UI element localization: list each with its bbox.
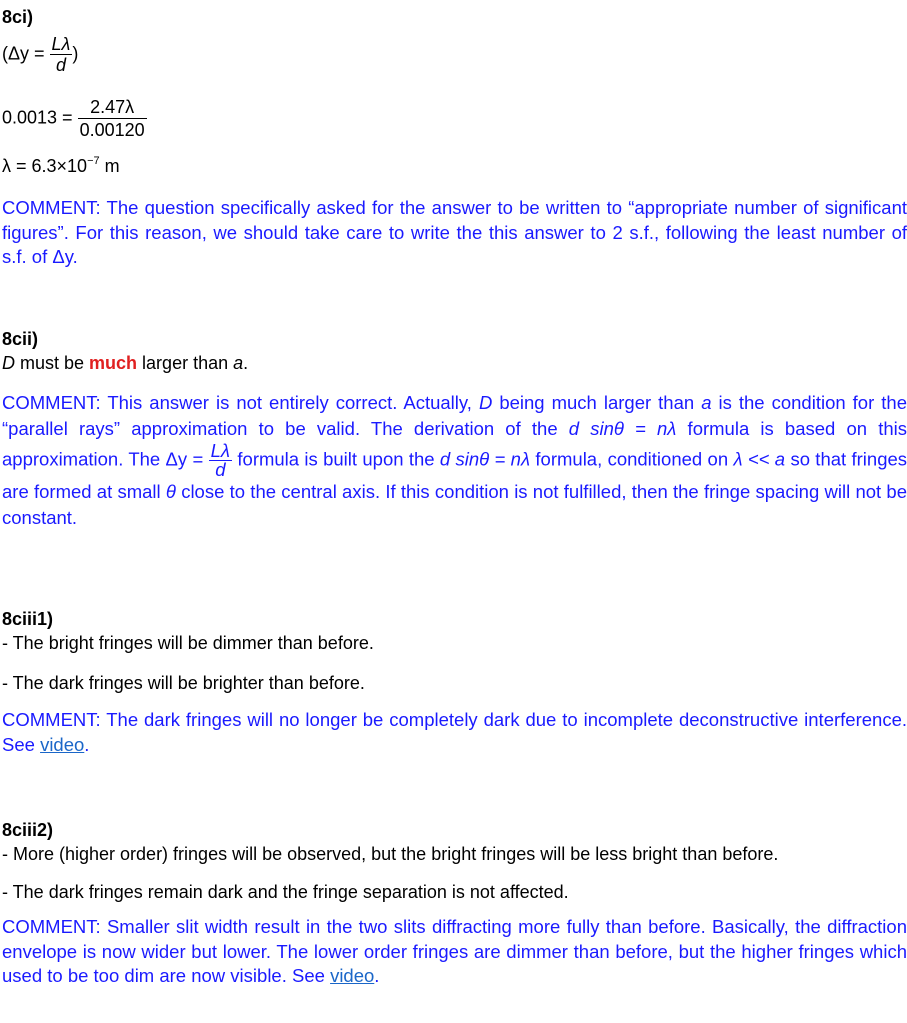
section-8cii: [2, 328, 907, 531]
eq2-left: 0.0013 =: [2, 107, 73, 128]
c-p4: formula is based on this approximation. The: [2, 418, 907, 470]
c-p6: formula, conditioned on: [530, 448, 734, 470]
c-frac-left: Δy =: [165, 448, 204, 470]
equation-result: [2, 156, 120, 177]
answer-text-1: must be: [15, 353, 90, 373]
video-link-8ciii2[interactable]: video: [330, 965, 375, 986]
eq1-numerator: Lλ: [51, 34, 71, 54]
c-frac-numerator: Lλ: [210, 440, 231, 461]
comment-8ciii1: [2, 708, 907, 757]
eq1-fraction: [50, 34, 73, 75]
equation-substitution: [2, 96, 147, 141]
answer-8ciii1-line-1: - The bright fringes will be dimmer than before.: [2, 633, 374, 653]
video-link-8ciii1[interactable]: video: [40, 733, 85, 755]
equation-delta-y: [2, 34, 78, 75]
section-8ciii1: [2, 608, 907, 757]
c-theta: θ: [165, 481, 176, 502]
eq1-denominator: d: [50, 54, 73, 75]
answer-8ciii1-line-2: - The dark fringes will be brighter than before.: [2, 673, 365, 693]
eq3-exponent: −7: [87, 155, 100, 167]
answer-text-2: larger than: [137, 353, 234, 373]
c-condition: λ << a: [733, 448, 786, 470]
answer-8ciii2-line-1: - More (higher order) fringes will be observed, but the bright fringes will be less bright than before.: [2, 844, 779, 864]
c-p5: formula is built upon the: [237, 448, 440, 470]
eq3-lambda: λ: [2, 156, 11, 176]
c-p3: is the condition for the “parallel rays” approximation to be valid. The derivation of the: [2, 392, 907, 439]
answer-a: a: [233, 353, 244, 373]
section-title-8cii: 8cii): [2, 329, 39, 349]
c-p1: COMMENT: This answer is not entirely correct. Actually,: [2, 392, 479, 413]
section-title-8ciii1: 8ciii1): [2, 609, 54, 629]
c-frac-denominator: d: [209, 460, 232, 479]
eq1-right: ): [72, 43, 79, 64]
eq3-value: = 6.3×10: [11, 156, 88, 176]
eq2-denominator: 0.00120: [79, 120, 145, 140]
comment-8ciii1-text: COMMENT: The dark fringes will no longer be completely dark due to incomplete deconstructive interference. See: [2, 709, 907, 755]
c-D: D: [478, 392, 493, 413]
comment-8ciii2-end: .: [374, 965, 380, 986]
section-title-8ci: 8ci): [2, 7, 34, 27]
c-a: a: [701, 392, 712, 413]
section-8ciii2: [2, 819, 907, 989]
answer-8cii: [2, 350, 907, 376]
c-formula-2: d sinθ = nλ: [439, 448, 531, 470]
answer-D: D: [2, 353, 15, 373]
comment-8ciii1-end: .: [84, 733, 90, 755]
c-p7: so that fringes are formed at small: [2, 448, 907, 502]
eq2-numerator: 2.47λ: [90, 97, 135, 117]
answer-end: .: [243, 353, 249, 373]
c-p8: close to the central axis. If this condition is not fulfilled, then the fringe spacing will not be constant.: [2, 481, 907, 528]
eq1-left: (Δy =: [2, 43, 45, 64]
comment-8ci: [2, 196, 907, 270]
eq3-unit: m: [99, 156, 120, 176]
section-title-8ciii2: 8ciii2): [2, 820, 54, 840]
c-fraction: [209, 442, 232, 479]
c-formula-1: d sinθ = nλ: [568, 418, 677, 439]
comment-8cii: [2, 390, 907, 531]
comment-8ciii2-text: COMMENT: Smaller slit width result in the two slits diffracting more fully than before. Basically, the diffraction envelope is now wider but lower. The lower order fringes are dimmer than before, but the higher fringes which used to be too dim are now visible. See: [2, 916, 907, 986]
c-p2: being much larger than: [492, 392, 702, 413]
eq2-fraction: [78, 96, 147, 141]
answer-emphasis-much: much: [89, 353, 138, 373]
answer-8ciii2-line-2: - The dark fringes remain dark and the fringe separation is not affected.: [2, 882, 569, 902]
comment-8ci-text: COMMENT: The question specifically asked for the answer to be written to “appropriate number of significant figures”. For this reason, we should take care to write the this answer to 2 s.f., following the least number of s.f. of Δy.: [2, 197, 907, 267]
comment-8ciii2: [2, 915, 907, 989]
